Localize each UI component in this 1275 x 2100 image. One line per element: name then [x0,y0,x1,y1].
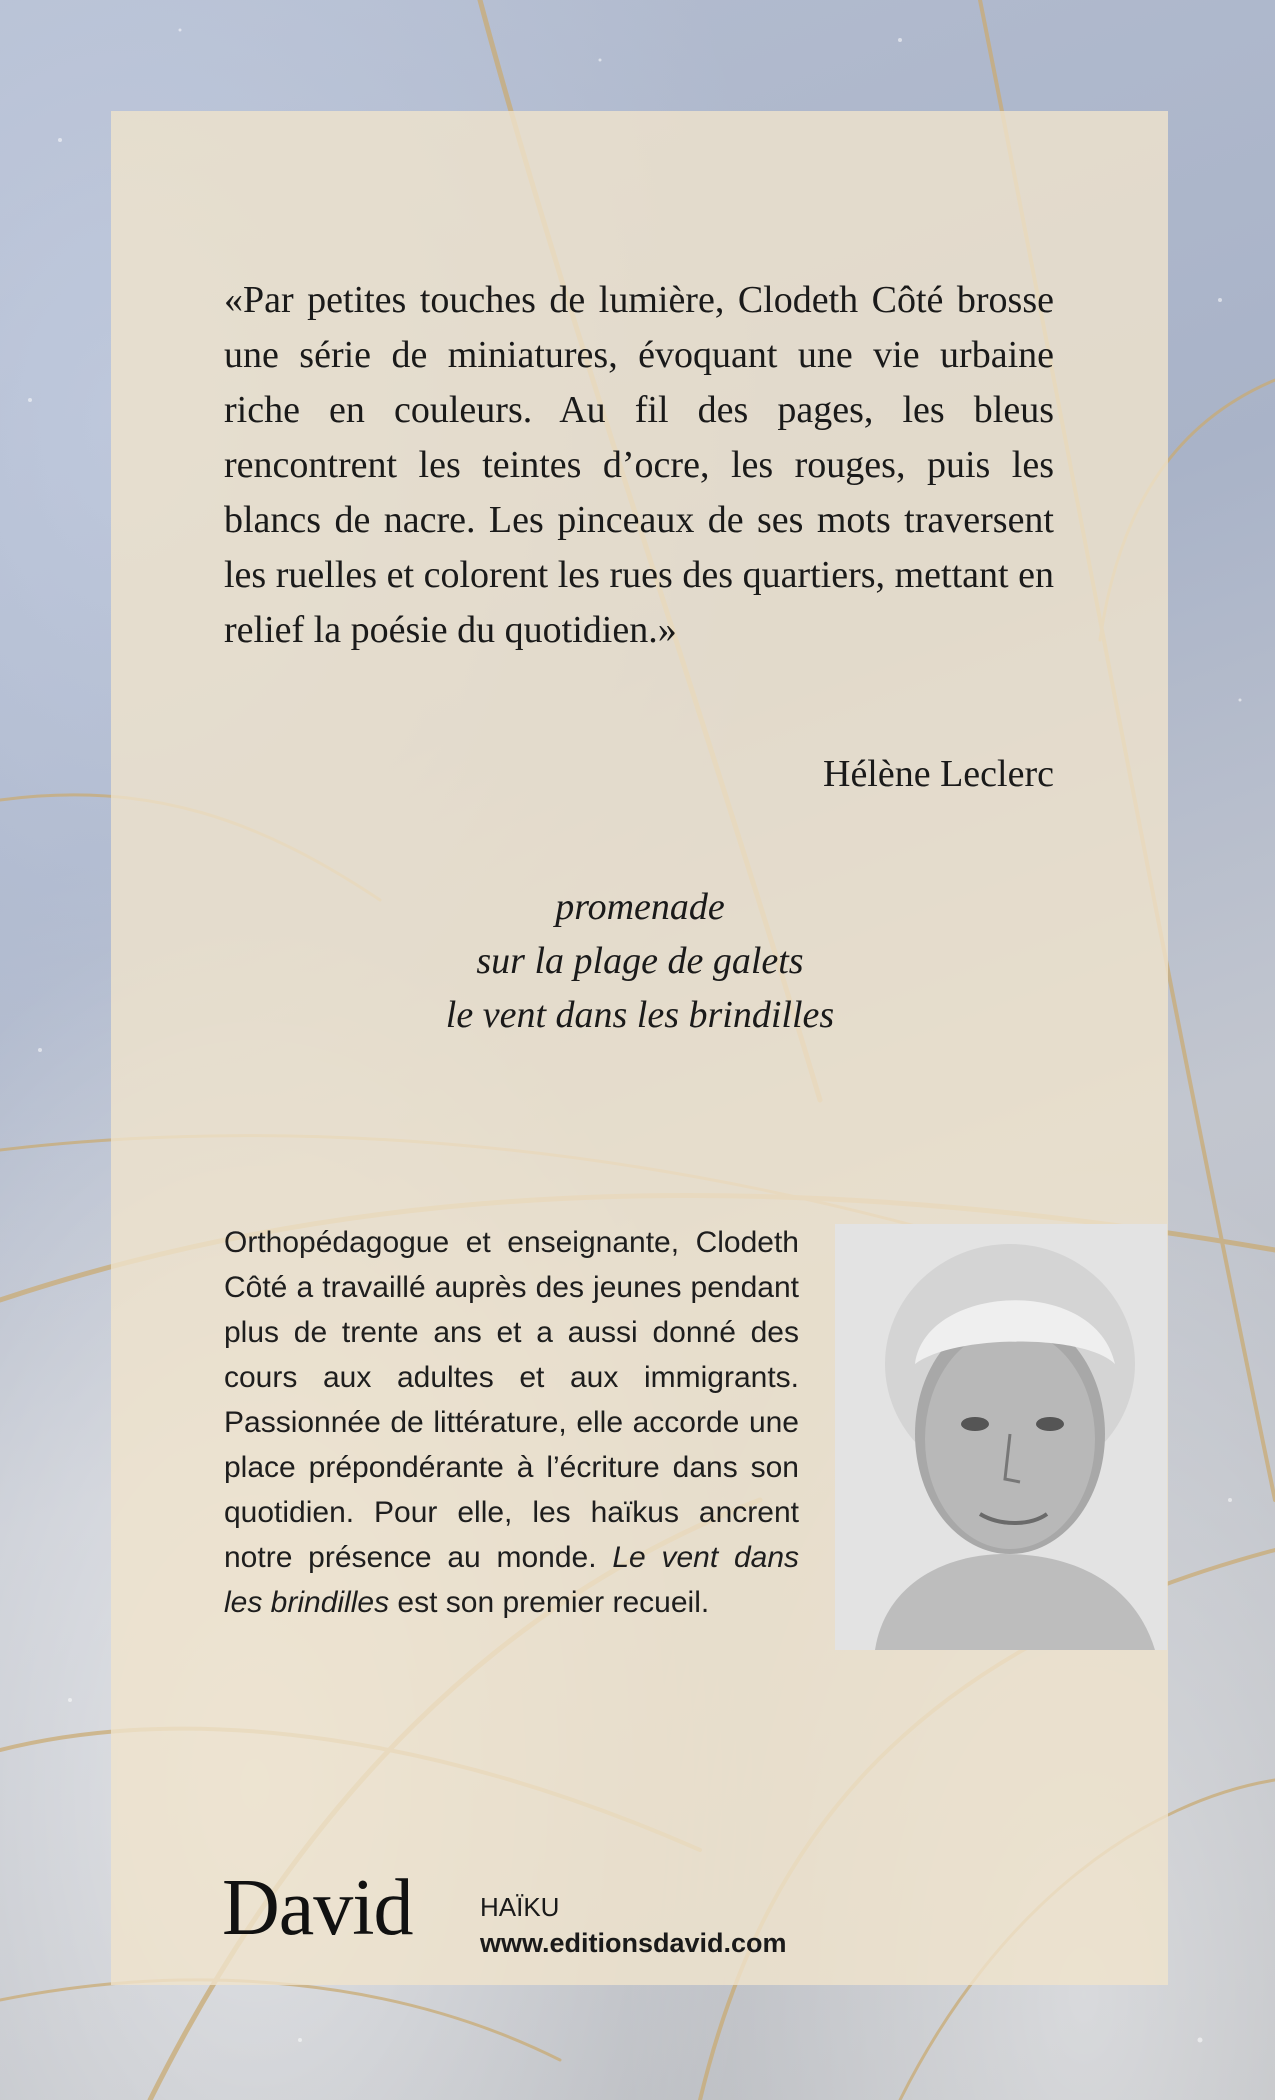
collection-label: HAÏKU [480,1892,560,1922]
author-photo [835,1224,1167,1650]
bio-text: Orthopédagogue et enseignante, Clodeth Côté a travaillé auprès des jeunes pendant plus de trente ans et a aussi donné des cours aux adultes et aux immigrants. Passionnée de littérature, elle accorde une place prépondérante à l’écriture dans son quotidien. Pour elle, les haïkus ancrent notre présence au monde. [224,1226,799,1574]
haiku-line: promenade [555,886,725,928]
quote-author: Hélène Leclerc [823,753,1054,795]
author-bio [224,1220,799,1625]
haiku-line: sur la plage de galets [476,940,804,982]
author-portrait-image [835,1224,1167,1650]
review-quote: «Par petites touches de lumière, Clodeth Côté brosse une série de miniatures, évoquant une vie urbaine riche en couleurs. Au fil des pages, les bleus rencontrent les teintes d’ocre, les rouges, puis les blancs de nacre. Les pinceaux de ses mots traversent les ruelles et colorent les rues des quartiers, mettant en relief la poésie du quotidien.» [224,279,1054,651]
publisher-logo: David [222,1864,413,1952]
bio-text-end: est son premier recueil. [389,1586,710,1619]
publisher-website[interactable]: www.editionsdavid.com [480,1928,787,1958]
haiku [340,880,940,1042]
haiku-line: le vent dans les brindilles [445,994,835,1036]
book-title: Le vent dans les brindilles [224,1541,799,1619]
